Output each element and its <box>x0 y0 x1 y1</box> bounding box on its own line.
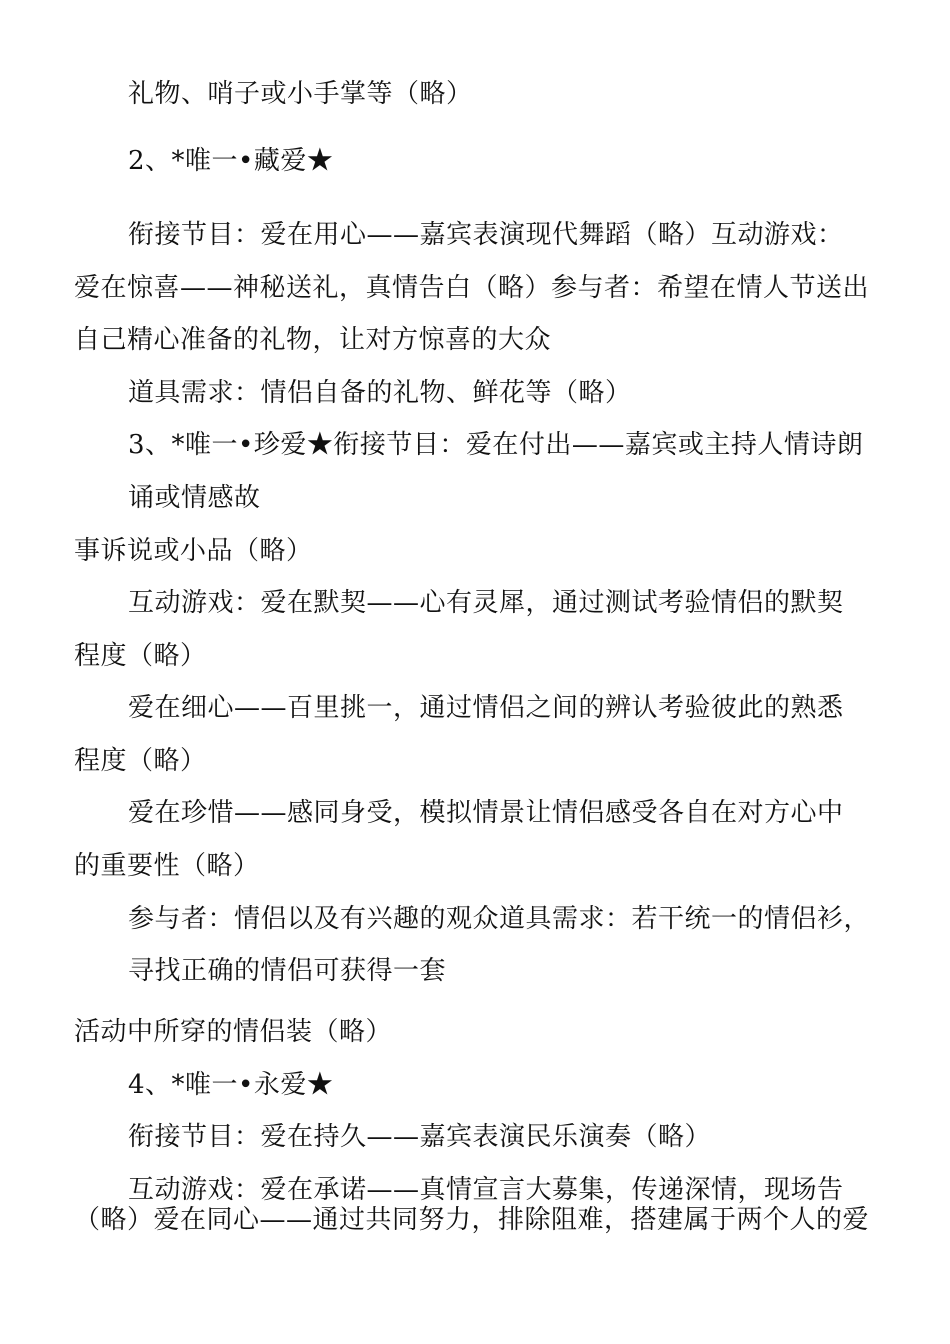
text-line-17: 寻找正确的情侣可获得一套 <box>128 956 447 986</box>
text-line-15: 的重要性（略） <box>74 851 260 881</box>
text-line-20: 衔接节目：爱在持久——嘉宾表演民乐演奏（略） <box>128 1122 712 1152</box>
text-line-10: 互动游戏：爱在默契——心有灵犀，通过测试考验情侣的默契 <box>128 588 844 618</box>
text-line-16: 参与者：情侣以及有兴趣的观众道具需求：若干统一的情侣衫， <box>128 904 871 934</box>
text-line-3: 衔接节目：爱在用心——嘉宾表演现代舞蹈（略）互动游戏： <box>128 220 844 250</box>
text-line-8: 诵或情感故 <box>128 483 261 513</box>
text-line-6: 道具需求：情侣自备的礼物、鲜花等（略） <box>128 378 632 408</box>
text-line-13: 程度（略） <box>74 746 207 776</box>
text-line-5: 自己精心准备的礼物，让对方惊喜的大众 <box>74 325 552 355</box>
text-line-21: 互动游戏：爱在承诺——真情宣言大募集，传递深情，现场告 <box>128 1175 844 1205</box>
section-heading-4: 4、*唯一•永爱★ <box>128 1070 334 1100</box>
text-line-14: 爱在珍惜——感同身受，模拟情景让情侣感受各自在对方心中 <box>128 798 844 828</box>
text-line-18: 活动中所穿的情侣装（略） <box>74 1017 393 1047</box>
section-heading-2: 2、*唯一•藏爱★ <box>128 146 334 176</box>
text-line-4: 爱在惊喜——神秘送礼，真情告白（略）参与者：希望在情人节送出 <box>74 273 870 303</box>
text-line-1: 礼物、哨子或小手掌等（略） <box>128 79 473 109</box>
text-line-11: 程度（略） <box>74 641 207 671</box>
section-heading-3: 3、*唯一•珍爱★衔接节目：爱在付出——嘉宾或主持人情诗朗 <box>128 430 864 460</box>
text-line-12: 爱在细心——百里挑一，通过情侣之间的辨认考验彼此的熟悉 <box>128 693 844 723</box>
text-line-22: （略）爱在同心——通过共同努力，排除阻难，搭建属于两个人的爱 <box>74 1205 870 1235</box>
text-line-9: 事诉说或小品（略） <box>74 536 313 566</box>
